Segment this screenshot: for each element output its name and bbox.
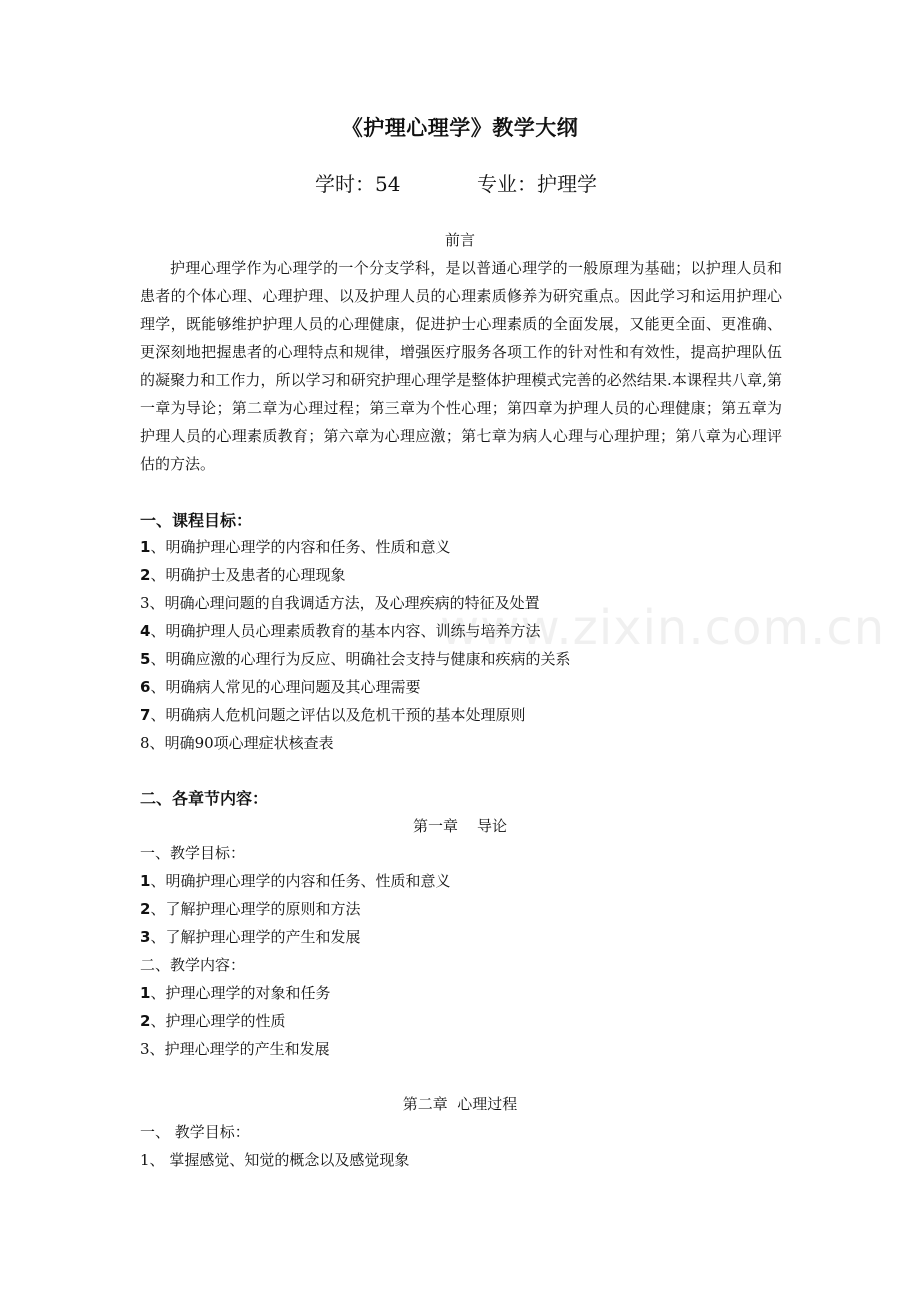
item-text: 明确护理人员心理素质教育的基本内容、训练与培养方法 (165, 622, 541, 640)
item-number: 2 (140, 900, 151, 918)
item-separator: 、 (150, 678, 166, 696)
item-number: 5 (140, 650, 151, 668)
item-text: 明确护理心理学的内容和任务、性质和意义 (165, 872, 451, 890)
chapter-1-content-item (140, 1010, 285, 1031)
item-number: 1 (140, 872, 151, 890)
watermark: www.zixin.com.cn (440, 600, 886, 656)
chapter-1-goal-item (140, 870, 450, 891)
course-goal-item (140, 704, 525, 725)
item-text: 明确护理心理学的内容和任务、性质和意义 (165, 538, 451, 556)
chapter-2-goals-heading: 一、 教学目标： (140, 1123, 250, 1141)
item-separator: 、 (150, 650, 166, 668)
item-number: 1 (140, 984, 151, 1002)
item-text: 护理心理学的对象和任务 (165, 984, 331, 1002)
item-number: 3 (140, 1040, 150, 1058)
item-text: 明确应激的心理行为反应、明确社会支持与健康和疾病的关系 (165, 650, 571, 668)
item-separator: 、 (150, 984, 166, 1002)
item-number: 3 (140, 928, 151, 946)
item-number: 1 (140, 1151, 150, 1169)
item-separator: 、 (150, 538, 166, 556)
document-meta (0, 168, 920, 198)
item-text: 了解护理心理学的产生和发展 (165, 928, 361, 946)
course-goal-item (140, 648, 570, 669)
class-hours: 学时：54 (315, 172, 401, 196)
course-goal-item (140, 676, 420, 697)
item-number: 4 (140, 622, 151, 640)
item-separator: 、 (150, 900, 166, 918)
item-separator: 、 (149, 1040, 165, 1058)
item-text: 明确护士及患者的心理现象 (165, 566, 346, 584)
item-number: 7 (140, 706, 151, 724)
chapter-1-content-item (140, 982, 330, 1003)
chapter-1-goals-heading: 一、教学目标： (140, 844, 246, 862)
item-separator: 、 (150, 928, 166, 946)
course-goals-heading: 一、课程目标： (140, 511, 253, 530)
item-text: 明确病人常见的心理问题及其心理需要 (165, 678, 421, 696)
course-goal-item (140, 732, 334, 753)
item-number: 8 (140, 734, 150, 752)
chapter-1-content-heading: 二、教学内容： (140, 956, 246, 974)
item-separator: 、 (150, 872, 166, 890)
item-separator: 、 (149, 594, 165, 612)
preface-body: 护理心理学作为心理学的一个分支学科，是以普通心理学的一般原理为基础；以护理人员和患者的个体心理、心理护理、以及护理人员的心理素质修养为研究重点。因此学习和运用护理心理学，既能够维护护理人员的心理健康，促进护士心理素质的全面发展，又能更全面、更准确、更深刻地把握患者的心理特点和规律，增强医疗服务各项工作的针对性和有效性，提高护理队伍的凝聚力和工作力，所以学习和研究护理心理学是整体护理模式完善的必然结果.本课程共八章,第一章为导论；第二章为心理过程；第三章为个性心理；第四章为护理人员的心理健康；第五章为护理人员的心理素质教育；第六章为心理应激；第七章为病人心理与心理护理；第八章为心理评估的方法。 (140, 259, 782, 473)
course-goal-item (140, 536, 450, 557)
document-title: 《护理心理学》教学大纲 (341, 116, 579, 140)
item-text: 明确病人危机问题之评估以及危机干预的基本处理原则 (165, 706, 526, 724)
chapter-1-title: 第一章 导论 (412, 817, 508, 835)
chapter-2-goal-item (140, 1149, 409, 1170)
item-number: 3 (140, 594, 150, 612)
major: 专业：护理学 (477, 172, 597, 196)
item-text: 护理心理学的性质 (165, 1012, 286, 1030)
chapter-2-title: 第二章 心理过程 (402, 1095, 518, 1113)
item-separator: 、 (150, 622, 166, 640)
item-text: 护理心理学的产生和发展 (164, 1040, 330, 1058)
item-separator: 、 (150, 566, 166, 584)
item-number: 6 (140, 678, 151, 696)
item-separator: 、 (150, 1012, 166, 1030)
course-goal-item (140, 592, 540, 613)
item-text: 了解护理心理学的原则和方法 (165, 900, 361, 918)
item-number: 2 (140, 566, 151, 584)
chapter-1-content-item (140, 1038, 330, 1059)
item-separator: 、 (149, 1151, 170, 1169)
item-text: 掌握感觉、知觉的概念以及感觉现象 (169, 1151, 410, 1169)
item-separator: 、 (150, 706, 166, 724)
item-number: 2 (140, 1012, 151, 1030)
chapter-1-goal-item (140, 926, 360, 947)
chapters-heading: 二、各章节内容： (140, 789, 269, 808)
course-goal-item (140, 620, 540, 641)
preface-heading: 前言 (444, 231, 475, 249)
course-goal-item (140, 564, 345, 585)
chapter-1-goal-item (140, 898, 360, 919)
item-text: 明确心理问题的自我调适方法，及心理疾病的特征及处置 (164, 594, 540, 612)
item-text: 明确90项心理症状核查表 (164, 734, 334, 752)
item-number: 1 (140, 538, 151, 556)
item-separator: 、 (149, 734, 165, 752)
